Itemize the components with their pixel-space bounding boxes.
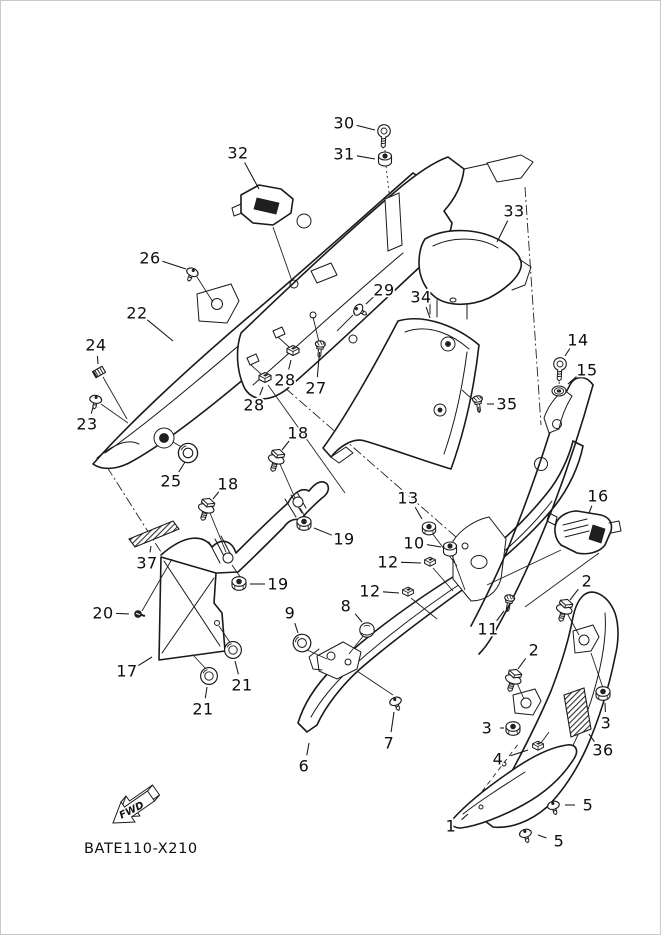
callout-number[interactable]: 33 — [503, 201, 525, 221]
leader-line — [150, 546, 151, 552]
leader-line — [295, 623, 298, 633]
leader-line — [307, 743, 309, 755]
callout-14[interactable] — [565, 331, 589, 357]
callout-number[interactable]: 37 — [136, 553, 158, 573]
callout-number[interactable]: 34 — [410, 287, 432, 307]
mount-line — [273, 227, 292, 281]
callout-number[interactable]: 15 — [576, 360, 598, 380]
callout-number[interactable]: 23 — [76, 414, 98, 434]
callout-number[interactable]: 1 — [445, 816, 457, 836]
callout-18[interactable] — [282, 424, 309, 451]
callout-number[interactable]: 6 — [298, 756, 310, 776]
fwd-arrow — [113, 785, 160, 823]
callout-22[interactable] — [126, 304, 173, 342]
plug-icon — [360, 623, 374, 637]
part-outline — [419, 231, 521, 305]
panel-outline — [323, 319, 479, 469]
callout-5[interactable] — [538, 832, 564, 851]
pan-screw-icon — [377, 124, 391, 148]
mount-tab — [513, 689, 541, 715]
emblem-37 — [129, 521, 179, 547]
rivet-icon — [472, 395, 484, 413]
callout-26[interactable] — [139, 249, 186, 270]
callout-21[interactable] — [192, 687, 213, 719]
square-nut-icon — [403, 587, 414, 596]
dome-screw-icon — [388, 696, 404, 713]
callout-number[interactable]: 21 — [231, 675, 253, 695]
callout-number[interactable]: 3 — [481, 718, 493, 738]
flange-bolt-icon — [502, 667, 524, 694]
bracket-hole — [215, 621, 220, 626]
callout-10[interactable] — [403, 534, 441, 553]
callout-number[interactable]: 9 — [284, 603, 296, 623]
callout-34[interactable] — [410, 288, 431, 319]
callout-number[interactable]: 28 — [274, 370, 296, 390]
wing-connector — [464, 164, 487, 169]
leader-line — [565, 349, 570, 357]
callout-13[interactable] — [397, 489, 422, 520]
panel-hole — [297, 214, 311, 228]
side-cover-stay-part — [129, 482, 328, 660]
callout-number[interactable]: 26 — [139, 248, 161, 268]
leader-line — [116, 613, 129, 614]
center-garnish-panel — [323, 319, 479, 469]
top-cover-part — [419, 231, 531, 319]
seat-lock-part — [487, 511, 621, 607]
callout-17[interactable] — [116, 657, 152, 681]
callout-number[interactable]: 19 — [267, 574, 289, 594]
panel-outline — [298, 441, 583, 732]
callout-23[interactable] — [76, 407, 97, 434]
callout-number[interactable]: 22 — [126, 303, 148, 323]
grommet-icon — [201, 668, 218, 685]
callout-number[interactable]: 12 — [377, 552, 399, 572]
callout-24[interactable] — [85, 336, 106, 365]
small-clip-icon — [133, 609, 144, 620]
dome-screw-icon — [519, 828, 534, 844]
callout-number[interactable]: 3 — [600, 713, 612, 733]
leader-line — [568, 377, 577, 385]
callout-30[interactable] — [333, 114, 375, 133]
leader-line — [415, 507, 422, 519]
callout-number[interactable]: 30 — [333, 113, 355, 133]
callout-number[interactable]: 32 — [227, 143, 249, 163]
callout-number[interactable]: 28 — [243, 395, 265, 415]
callout-number[interactable]: 11 — [477, 619, 499, 639]
grommet-icon — [225, 642, 242, 659]
callout-number[interactable]: 7 — [383, 733, 395, 753]
callout-number[interactable]: 21 — [192, 699, 214, 719]
callout-number[interactable]: 24 — [85, 335, 107, 355]
flange-nut-icon — [506, 722, 520, 736]
callout-number[interactable]: 10 — [403, 533, 425, 553]
leader-line — [138, 657, 152, 666]
callout-number[interactable]: 16 — [587, 486, 609, 506]
diagram-code: BATE110-X210 — [84, 841, 198, 857]
lower-center-cover-panel — [298, 441, 583, 732]
callout-9[interactable] — [285, 604, 298, 634]
mount-plate — [197, 284, 239, 323]
mount-plate — [453, 517, 506, 601]
rivet-icon — [502, 594, 515, 612]
callout-number[interactable]: 13 — [397, 488, 419, 508]
leader-line — [355, 614, 362, 622]
callout-32[interactable] — [227, 144, 259, 190]
callout-number[interactable]: 25 — [160, 471, 182, 491]
callout-number[interactable]: 20 — [92, 603, 114, 623]
callout-number[interactable]: 17 — [116, 661, 138, 681]
callout-number[interactable]: 31 — [333, 144, 355, 164]
callout-12[interactable] — [377, 553, 421, 572]
callout-18[interactable] — [213, 475, 239, 500]
callout-number[interactable]: 36 — [592, 740, 614, 760]
square-nut-icon — [533, 741, 544, 750]
bracket-outline — [159, 557, 225, 660]
latch-bracket-part — [232, 185, 298, 288]
leader-line — [357, 156, 375, 159]
panel-boss-hole — [446, 342, 451, 347]
leader-line — [205, 687, 207, 698]
grommet-icon — [291, 632, 313, 654]
ear-hole — [223, 553, 233, 563]
leader-line — [497, 221, 508, 242]
screw-axis-line — [385, 140, 390, 201]
callout-36[interactable] — [589, 734, 614, 760]
leader-line — [401, 562, 421, 563]
panel-boss-hole — [438, 408, 442, 412]
callout-number[interactable]: 14 — [567, 330, 589, 350]
callout-number[interactable]: 35 — [496, 394, 518, 414]
leader-line — [314, 528, 332, 535]
callout-19[interactable] — [314, 528, 355, 549]
chain-line — [525, 187, 541, 425]
callout-number[interactable]: 18 — [217, 474, 239, 494]
square-nut-icon — [287, 346, 299, 356]
callout-number[interactable]: 29 — [373, 280, 395, 300]
leader-line — [91, 407, 93, 414]
leader-line — [570, 589, 578, 600]
square-nut-icon — [259, 373, 271, 383]
grommet-icon — [178, 443, 197, 462]
callout-number[interactable]: 2 — [581, 571, 593, 591]
flange-nut-icon — [232, 577, 246, 591]
flange-bolt-icon — [265, 447, 287, 474]
callout-21[interactable] — [231, 661, 252, 695]
callout-number[interactable]: 5 — [582, 795, 594, 815]
leader-line — [357, 125, 375, 130]
diagram-canvas — [1, 1, 661, 935]
callout-number[interactable]: 19 — [333, 529, 355, 549]
leader-line — [245, 163, 259, 190]
callout-15[interactable] — [568, 361, 598, 385]
dome-screw-icon — [88, 394, 102, 409]
callout-25[interactable] — [160, 462, 185, 491]
ribbed-clip-icon — [92, 366, 105, 378]
flange-nut-icon — [596, 687, 610, 701]
leader-line — [538, 835, 547, 838]
mount-post — [385, 193, 402, 251]
fwd-label: FWD — [117, 799, 147, 822]
callout-number[interactable]: 5 — [553, 831, 565, 851]
leader-line — [97, 356, 98, 364]
leader-line — [147, 320, 173, 341]
callout-7[interactable] — [384, 712, 395, 753]
callout-number[interactable]: 18 — [287, 423, 309, 443]
collar-icon — [444, 542, 457, 556]
callout-19[interactable] — [250, 575, 289, 594]
flange-nut-icon — [297, 517, 311, 531]
callout-3[interactable] — [482, 719, 504, 738]
callout-11[interactable] — [477, 611, 504, 639]
callout-20[interactable] — [92, 604, 129, 623]
panel-boss-hole — [160, 434, 169, 443]
callout-number[interactable]: 27 — [305, 378, 327, 398]
leader-line — [427, 545, 441, 547]
callout-number[interactable]: 12 — [359, 581, 381, 601]
collar-icon — [379, 152, 392, 166]
callout-number[interactable]: 4 — [492, 749, 504, 769]
panel-wing — [487, 155, 533, 182]
callout-2[interactable] — [518, 641, 539, 670]
callout-37[interactable] — [136, 546, 157, 573]
washer-icon — [552, 386, 566, 396]
leader-line — [426, 307, 430, 318]
leader-line — [518, 658, 526, 669]
callout-31[interactable] — [333, 145, 375, 164]
callout-35[interactable] — [487, 395, 518, 414]
leader-line — [589, 506, 592, 513]
callout-12[interactable] — [359, 582, 399, 601]
callout-5[interactable] — [565, 796, 593, 815]
bracket-cross-brace — [162, 561, 220, 653]
panel-hole — [349, 335, 357, 343]
leader-line — [235, 661, 238, 674]
callout-number[interactable]: 8 — [340, 596, 352, 616]
callout-number[interactable]: 2 — [528, 640, 540, 660]
leader-line — [383, 592, 399, 593]
callout-16[interactable] — [587, 487, 608, 514]
callout-33[interactable] — [497, 202, 525, 243]
pan-screw-icon — [553, 357, 567, 381]
callout-6[interactable] — [299, 743, 310, 776]
leader-line — [162, 261, 186, 269]
ear-hole — [293, 497, 303, 507]
leader-line — [391, 712, 394, 732]
square-nut-icon — [425, 557, 436, 566]
flange-bolt-icon — [195, 496, 217, 523]
